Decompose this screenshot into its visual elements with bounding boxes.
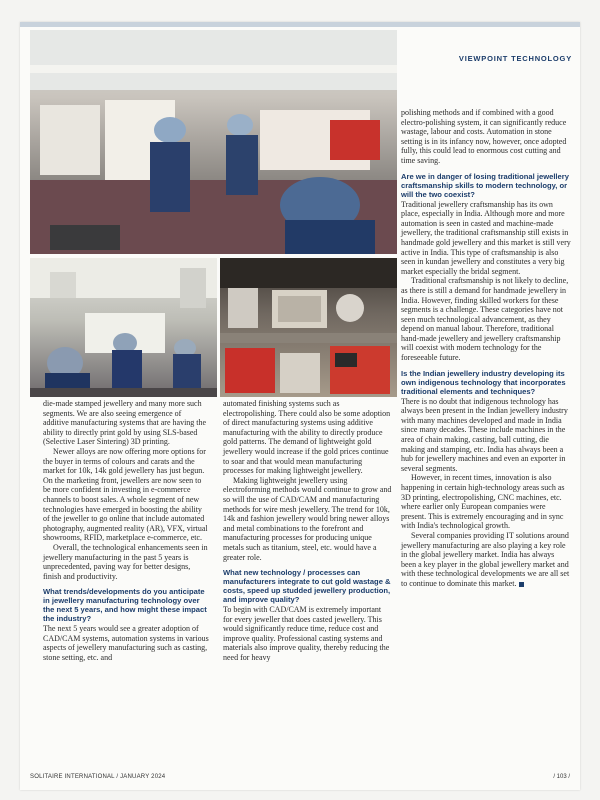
page-number: / 103 / xyxy=(553,774,570,780)
workers-at-machines-photo xyxy=(30,258,217,397)
paragraph: Overall, the technological enhancements seen in jewellery manufacturing in the past 5 years is unprecedented, paving way for better designs, finish and productivity. xyxy=(43,542,208,581)
top-border xyxy=(20,22,580,27)
magazine-page xyxy=(20,22,580,790)
paragraph: There is no doubt that indigenous technology has always been present in the Indian jewellery industry with many machines developed and made in India since many decades. These include machines in the area of chain making, casting, ball cutting, die making and stamping, etc. India has always been a hub for jewellery machines and even an exporter in several segments. xyxy=(401,396,568,473)
paragraph: Newer alloys are now offering more options for the buyer in terms of colours and carats and the market for 10k, 14k gold jewellery has just begun. On the marketing front, jewellers are now seen to be more confident in investing in e-commerce channels to boost sales. A whole segment of new technologies have emerged in boosting the ability of the jeweller to go online that include automated photography, augmented reality (AR), VFX, virtual showrooms, RFID, marketplace e-commerce, etc. xyxy=(43,446,208,543)
footer-publication: SOLITAIRE INTERNATIONAL / JANUARY 2024 xyxy=(30,774,166,780)
workers-at-benches-photo xyxy=(30,30,397,254)
text-column-2 xyxy=(223,399,392,663)
paragraph: Traditional craftsmanship is not likely to decline, as there is still a demand for handmade jewellery in India. However, finding skilled workers for these segments is a challenge. These categories have not seen much technological advancement, as they depend on manual labour. Therefore, traditional hand-made jewellery and jewellery craftsmanship will coexist with modern technology for the foreseeable future. xyxy=(401,276,569,363)
question-heading: Is the Indian jewellery industry developing its own indigenous technology that incorporates traditional elements and techniques? xyxy=(401,368,566,396)
paragraph: To begin with CAD/CAM is extremely important for every jeweller that does casted jewellery. This would significantly reduce time, reduce cost and improve quality. Professional casting systems and materials also improve quality, thereby reducing the need for heavy xyxy=(223,605,390,663)
paragraph xyxy=(401,531,571,589)
paragraph: Making lightweight jewellery using electroforming methods would continue to grow and so will the use of CAD/CAM and manufacturing methods for wire mesh jewellery. The trend for 10k, 14k and fashion jewellery would bring newer alloys and metal combinations to the forefront and manufacturing processes for producing unique metals such as titanium, steel, etc. would have a greater role. xyxy=(223,475,392,562)
paragraph: die-made stamped jewellery and many more such segments. We are also seeing emergence of additive manufacturing systems that are having the ability to directly print gold by using SLS-based (Selective Laser Sintering) 3D printing. xyxy=(43,399,207,447)
question-heading: What trends/developments do you anticipate in jewellery manufacturing technology over the next 5 years, and how might these impact the industry? xyxy=(43,587,207,624)
casting-machines-photo xyxy=(220,258,397,397)
text-column-1 xyxy=(43,399,209,663)
text-column-3 xyxy=(401,108,571,589)
paragraph: automated finishing systems such as electropolishing. There could also be some adoption of direct manufacturing systems using additive manufacturing with the ability to directly produce gold patterns. The demand of lightweight gold jewellery would increase if the gold prices continue to soar and that would mean manufacturing processes for making lightweight jewellery. xyxy=(223,399,391,476)
paragraph: Traditional jewellery craftsmanship has its own place, especially in India. Although more and more automation is seen in casted and machine-made jewellery, the traditional craftsmanship still exists in handmade gold jewellery and this market is still very active in India. This type of craftsmanship is also seen in kundan jewellery and constitutes a very big market especially the bridal segment. xyxy=(401,199,571,276)
question-heading: Are we in danger of losing traditional jewellery craftsmanship skills to modern technology, or will the two coexist? xyxy=(401,171,569,199)
paragraph: The next 5 years would see a greater adoption of CAD/CAM systems, automation systems in various aspects of jewellery manufacturing such as casting, stone setting, etc. and xyxy=(43,624,209,663)
question-heading: What new technology / processes can manufacturers integrate to cut gold wastage & costs, speed up studded jewellery production, and improve quality? xyxy=(223,568,391,605)
paragraph: However, in recent times, innovation is also happening in certain high-technology areas such as 3D printing, electropolishing, CNC machines, etc. where earlier only European companies were present. This is extremely encouraging and in sync with India's technological growth. xyxy=(401,473,565,531)
paragraph-text: Several companies providing IT solutions around jewellery manufacturing are also playing a key role in the global jewellery market. India has always been a key player in the global jewellery market and with these technological developments we are all set to continue to dominate this market. xyxy=(401,530,570,588)
end-mark-icon xyxy=(519,582,524,587)
paragraph: polishing methods and if combined with a good electro-polishing system, it can significantly reduce wastage, labour and costs. Automation in stone setting is in its infancy now, however, once adopted fully, this could lead to enormous cost cutting and time saving. xyxy=(401,108,567,165)
section-label: VIEWPOINT TECHNOLOGY xyxy=(458,54,572,63)
